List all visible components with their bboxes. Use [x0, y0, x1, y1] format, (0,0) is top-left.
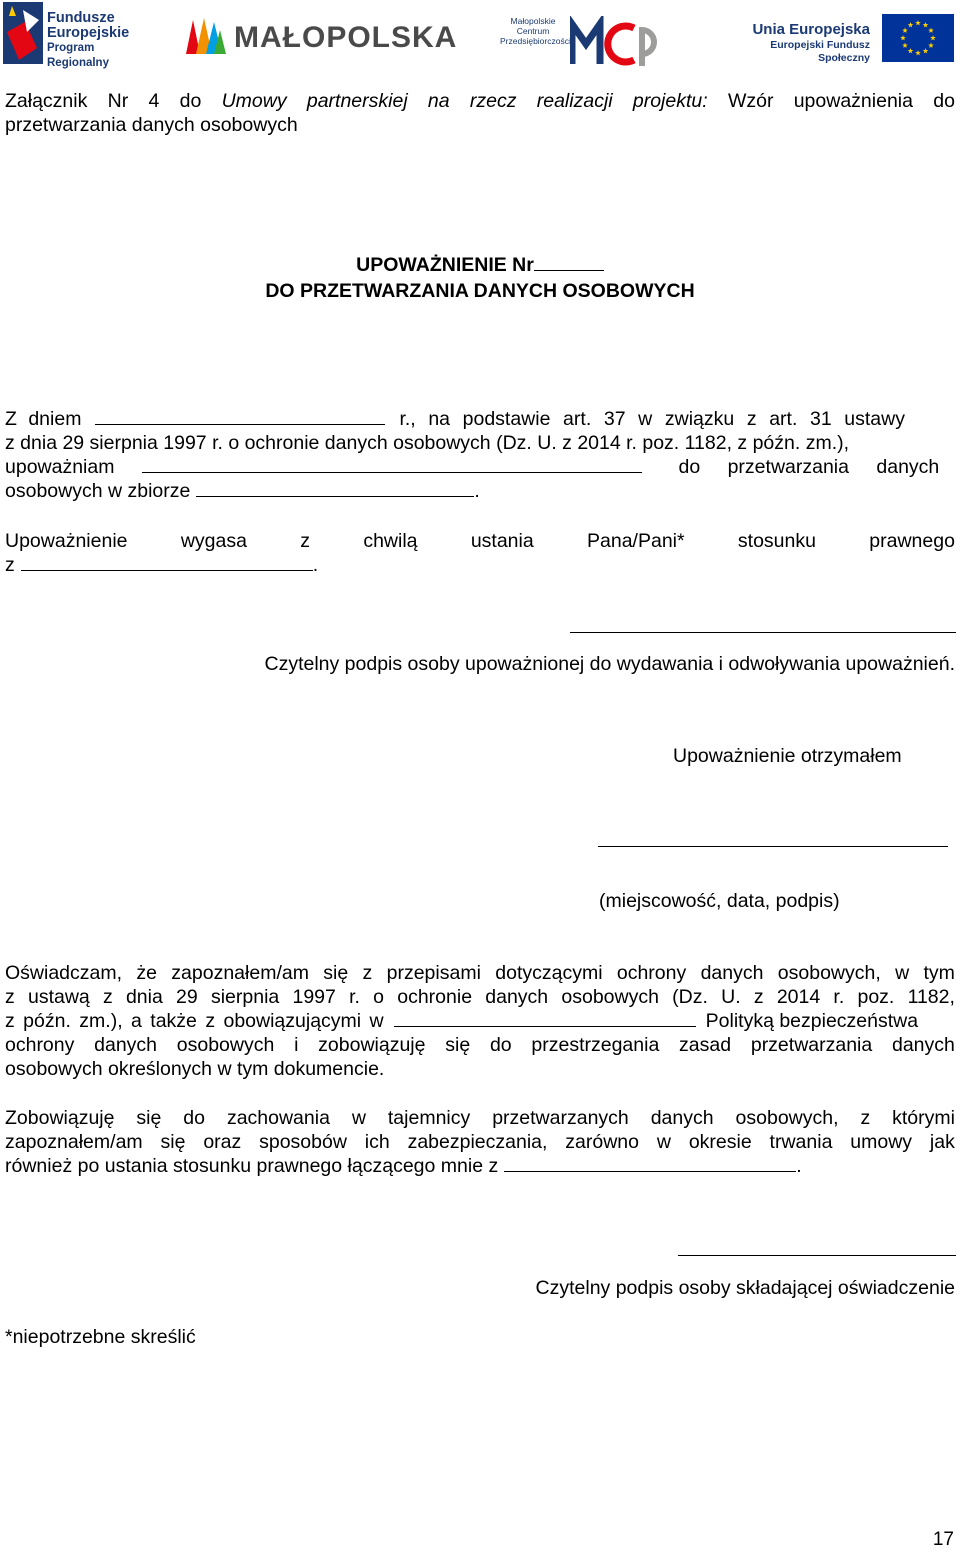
- para1-line2: z dnia 29 sierpnia 1997 r. o ochronie danych osobowych (Dz. U. z 2014 r. poz. 1182, z późn. zm.),: [5, 432, 850, 454]
- signature2-caption: Czytelny podpis osoby składającej oświadczenie: [535, 1277, 955, 1299]
- word: przetwarzania: [750, 1034, 873, 1056]
- word: z: [300, 530, 310, 552]
- word: U.: [721, 986, 741, 1008]
- word: przestrzegania: [531, 1034, 660, 1056]
- page-number: 17: [932, 1529, 954, 1550]
- declaration-line5: osobowych określonych w tym dokumencie.: [5, 1058, 385, 1080]
- word: z: [5, 986, 15, 1008]
- word: danych: [650, 1107, 714, 1129]
- word: realizacji: [536, 90, 613, 112]
- word: Wzór: [727, 90, 774, 112]
- eu-stars: [882, 14, 954, 62]
- word: tym: [923, 962, 955, 984]
- para1-line3: [5, 455, 955, 479]
- eu-star: [902, 28, 908, 33]
- word: danych: [94, 1034, 158, 1056]
- dataset-blank: [196, 480, 474, 497]
- mcp-line3: Przedsiębiorczości: [500, 36, 571, 46]
- attachment-header-line2: przetwarzania danych osobowych: [5, 114, 298, 136]
- word: do: [179, 90, 202, 112]
- word: partnerskiej: [306, 90, 408, 112]
- para1-processing-text: do przetwarzania danych: [678, 456, 940, 478]
- word: ochrony: [5, 1034, 75, 1056]
- eu-star: [923, 48, 929, 53]
- obligation-line3: [5, 1154, 955, 1178]
- word: r.: [833, 986, 845, 1008]
- word: Zobowiązuję: [5, 1107, 115, 1129]
- employer-blank: [504, 1155, 796, 1172]
- malopolska-text: MAŁOPOLSKA: [234, 21, 458, 54]
- word: wygasa: [180, 530, 247, 552]
- fe-star-icon: [3, 2, 43, 64]
- word: zasad: [679, 1034, 732, 1056]
- word: dotyczącymi: [495, 962, 603, 984]
- word: się: [160, 1131, 186, 1153]
- word: rzecz: [469, 90, 517, 112]
- word: do: [489, 1034, 512, 1056]
- person-blank: [142, 456, 642, 473]
- para1-legal-basis: r., na podstawie art. 37 w związku z art. 31 ustawy: [399, 408, 905, 430]
- para1-line1: [5, 407, 955, 431]
- word: 2014: [776, 986, 821, 1008]
- para2-z: z: [5, 554, 15, 576]
- fe-line2: Europejskie: [47, 25, 130, 41]
- word: umowy: [850, 1131, 913, 1153]
- word: z: [860, 1107, 871, 1129]
- fundusze-europejskie-logo: [3, 2, 155, 69]
- word: w: [895, 962, 910, 984]
- word: 1182,: [907, 986, 955, 1008]
- word: danych: [700, 962, 764, 984]
- dataset-label: osobowych w zbiorze: [5, 480, 191, 502]
- word: osobowych: [561, 986, 659, 1008]
- word: się: [136, 1107, 162, 1129]
- declaration-line1: [5, 961, 955, 985]
- obligation-end: .: [796, 1155, 802, 1177]
- para2-line2: [5, 553, 955, 577]
- place-date-caption: (miejscowość, data, podpis): [599, 890, 840, 912]
- word: Nr: [107, 90, 129, 112]
- obligation-line1: [5, 1106, 955, 1130]
- word: w: [351, 1107, 366, 1129]
- word: projektu:: [632, 90, 708, 112]
- eu-star: [930, 35, 936, 40]
- declaration-l3-text: z późn. zm.), a także z obowiązującymi w: [5, 1010, 384, 1032]
- policy-text: Polityką bezpieczeństwa: [705, 1010, 919, 1032]
- word: na: [427, 90, 450, 112]
- word: chwilą: [363, 530, 418, 552]
- title-line1: UPOWAŻNIENIE Nr: [356, 254, 534, 276]
- word: oraz: [203, 1131, 242, 1153]
- obligation-l3-text: również po ustania stosunku prawnego łączącego mnie z: [5, 1155, 499, 1177]
- word: w: [656, 1131, 671, 1153]
- para1-date-label: Z dniem: [5, 408, 82, 430]
- footnote: *niepotrzebne skreślić: [5, 1326, 196, 1348]
- word: zachowania: [226, 1107, 330, 1129]
- eu-star: [900, 35, 906, 40]
- mcp-line2: Centrum: [516, 26, 550, 36]
- word: sposobów: [259, 1131, 347, 1153]
- word: z: [753, 986, 764, 1008]
- malopolska-m-icon: [186, 16, 228, 56]
- word: Załącznik: [5, 90, 88, 112]
- document-title: [0, 252, 960, 278]
- word: się: [445, 1034, 471, 1056]
- word: z: [102, 986, 113, 1008]
- word: trwania: [769, 1131, 833, 1153]
- obligation-line2: [5, 1130, 955, 1154]
- word: tajemnicy: [387, 1107, 471, 1129]
- word: dnia: [125, 986, 163, 1008]
- word: się: [323, 962, 349, 984]
- word: osobowych,: [777, 962, 881, 984]
- declaration-line2: [5, 985, 955, 1009]
- word: Upoważnienie: [5, 530, 128, 552]
- date-blank: [95, 408, 385, 425]
- word: z: [362, 962, 373, 984]
- number-blank: [534, 254, 604, 271]
- authorize-label: upoważniam: [5, 456, 115, 478]
- signature1-line: [570, 632, 956, 633]
- attachment-header-line1: [5, 89, 955, 113]
- word: przetwarzanych: [492, 1107, 629, 1129]
- word: Umowy: [221, 90, 287, 112]
- eu-star: [915, 20, 921, 25]
- word: zabezpieczania,: [407, 1131, 548, 1153]
- word: upoważnienia: [793, 90, 913, 112]
- eu-star: [928, 43, 934, 48]
- received-signature-line: [598, 846, 948, 847]
- ue-logo-text: [724, 21, 870, 65]
- para2-line1: [5, 529, 955, 553]
- declaration-line4: [5, 1033, 955, 1057]
- word: 1997: [292, 986, 336, 1008]
- para1-line4: [5, 479, 955, 503]
- word: jak: [929, 1131, 955, 1153]
- word: 29: [176, 986, 198, 1008]
- title-line2: DO PRZETWARZANIA DANYCH OSOBOWYCH: [265, 280, 695, 302]
- word: osobowych,: [735, 1107, 839, 1129]
- word: osobowych: [176, 1034, 275, 1056]
- fe-line3: Program Regionalny: [47, 42, 109, 69]
- word: okresie: [688, 1131, 752, 1153]
- malopolska-logo: [186, 16, 461, 60]
- word: ochrony: [616, 962, 687, 984]
- word: przepisami: [386, 962, 481, 984]
- word: ich: [364, 1131, 390, 1153]
- eu-flag-icon: [882, 14, 954, 62]
- word: zapoznałem/am: [171, 962, 309, 984]
- para1-end: .: [474, 480, 480, 502]
- word: stosunku: [737, 530, 816, 552]
- word: (Dz.: [672, 986, 708, 1008]
- fe-line1: Fundusze: [47, 10, 115, 26]
- word: do: [933, 90, 955, 112]
- signature2-line: [678, 1255, 956, 1256]
- word: ochronie: [397, 986, 473, 1008]
- relation-blank: [21, 554, 313, 571]
- eu-star: [923, 22, 929, 27]
- mcp-line1: Małopolskie: [510, 16, 556, 26]
- fe-logo-text: [47, 11, 155, 71]
- signature1-caption: Czytelny podpis osoby upoważnionej do wydawania i odwoływania upoważnień.: [264, 653, 955, 675]
- word: danych: [891, 1034, 955, 1056]
- word: ustania: [470, 530, 534, 552]
- word: Pana/Pani*: [587, 530, 685, 552]
- received-label: Upoważnienie otrzymałem: [673, 745, 902, 767]
- word: Oświadczam,: [5, 962, 123, 984]
- ue-logo: [722, 14, 957, 62]
- word: i: [294, 1034, 299, 1056]
- eu-star: [902, 43, 908, 48]
- word: r.: [349, 986, 360, 1008]
- mcp-text: [500, 16, 571, 46]
- para2-end: .: [312, 554, 319, 576]
- word: że: [136, 962, 157, 984]
- mcp-logo: [500, 12, 670, 68]
- word: zobowiązuję: [318, 1034, 426, 1056]
- word: 4: [148, 90, 160, 112]
- eu-star: [908, 48, 914, 53]
- ue-line2: Europejski Fundusz Społeczny: [770, 39, 870, 64]
- word: sierpnia: [210, 986, 280, 1008]
- word: danych: [485, 986, 549, 1008]
- declaration-line3: [5, 1009, 955, 1033]
- eu-star: [908, 22, 914, 27]
- mcp-mark-icon: [570, 16, 666, 70]
- word: prawnego: [869, 530, 955, 552]
- word: o: [373, 986, 385, 1008]
- word: poz.: [857, 986, 895, 1008]
- word: ustawą: [27, 986, 90, 1008]
- word: zapoznałem/am: [5, 1131, 143, 1153]
- word: do: [183, 1107, 205, 1129]
- eu-star: [915, 50, 921, 55]
- organization-blank: [394, 1010, 696, 1027]
- word: którymi: [892, 1107, 955, 1129]
- word: zarówno: [565, 1131, 639, 1153]
- eu-star: [928, 28, 934, 33]
- ue-line1: Unia Europejska: [752, 21, 870, 38]
